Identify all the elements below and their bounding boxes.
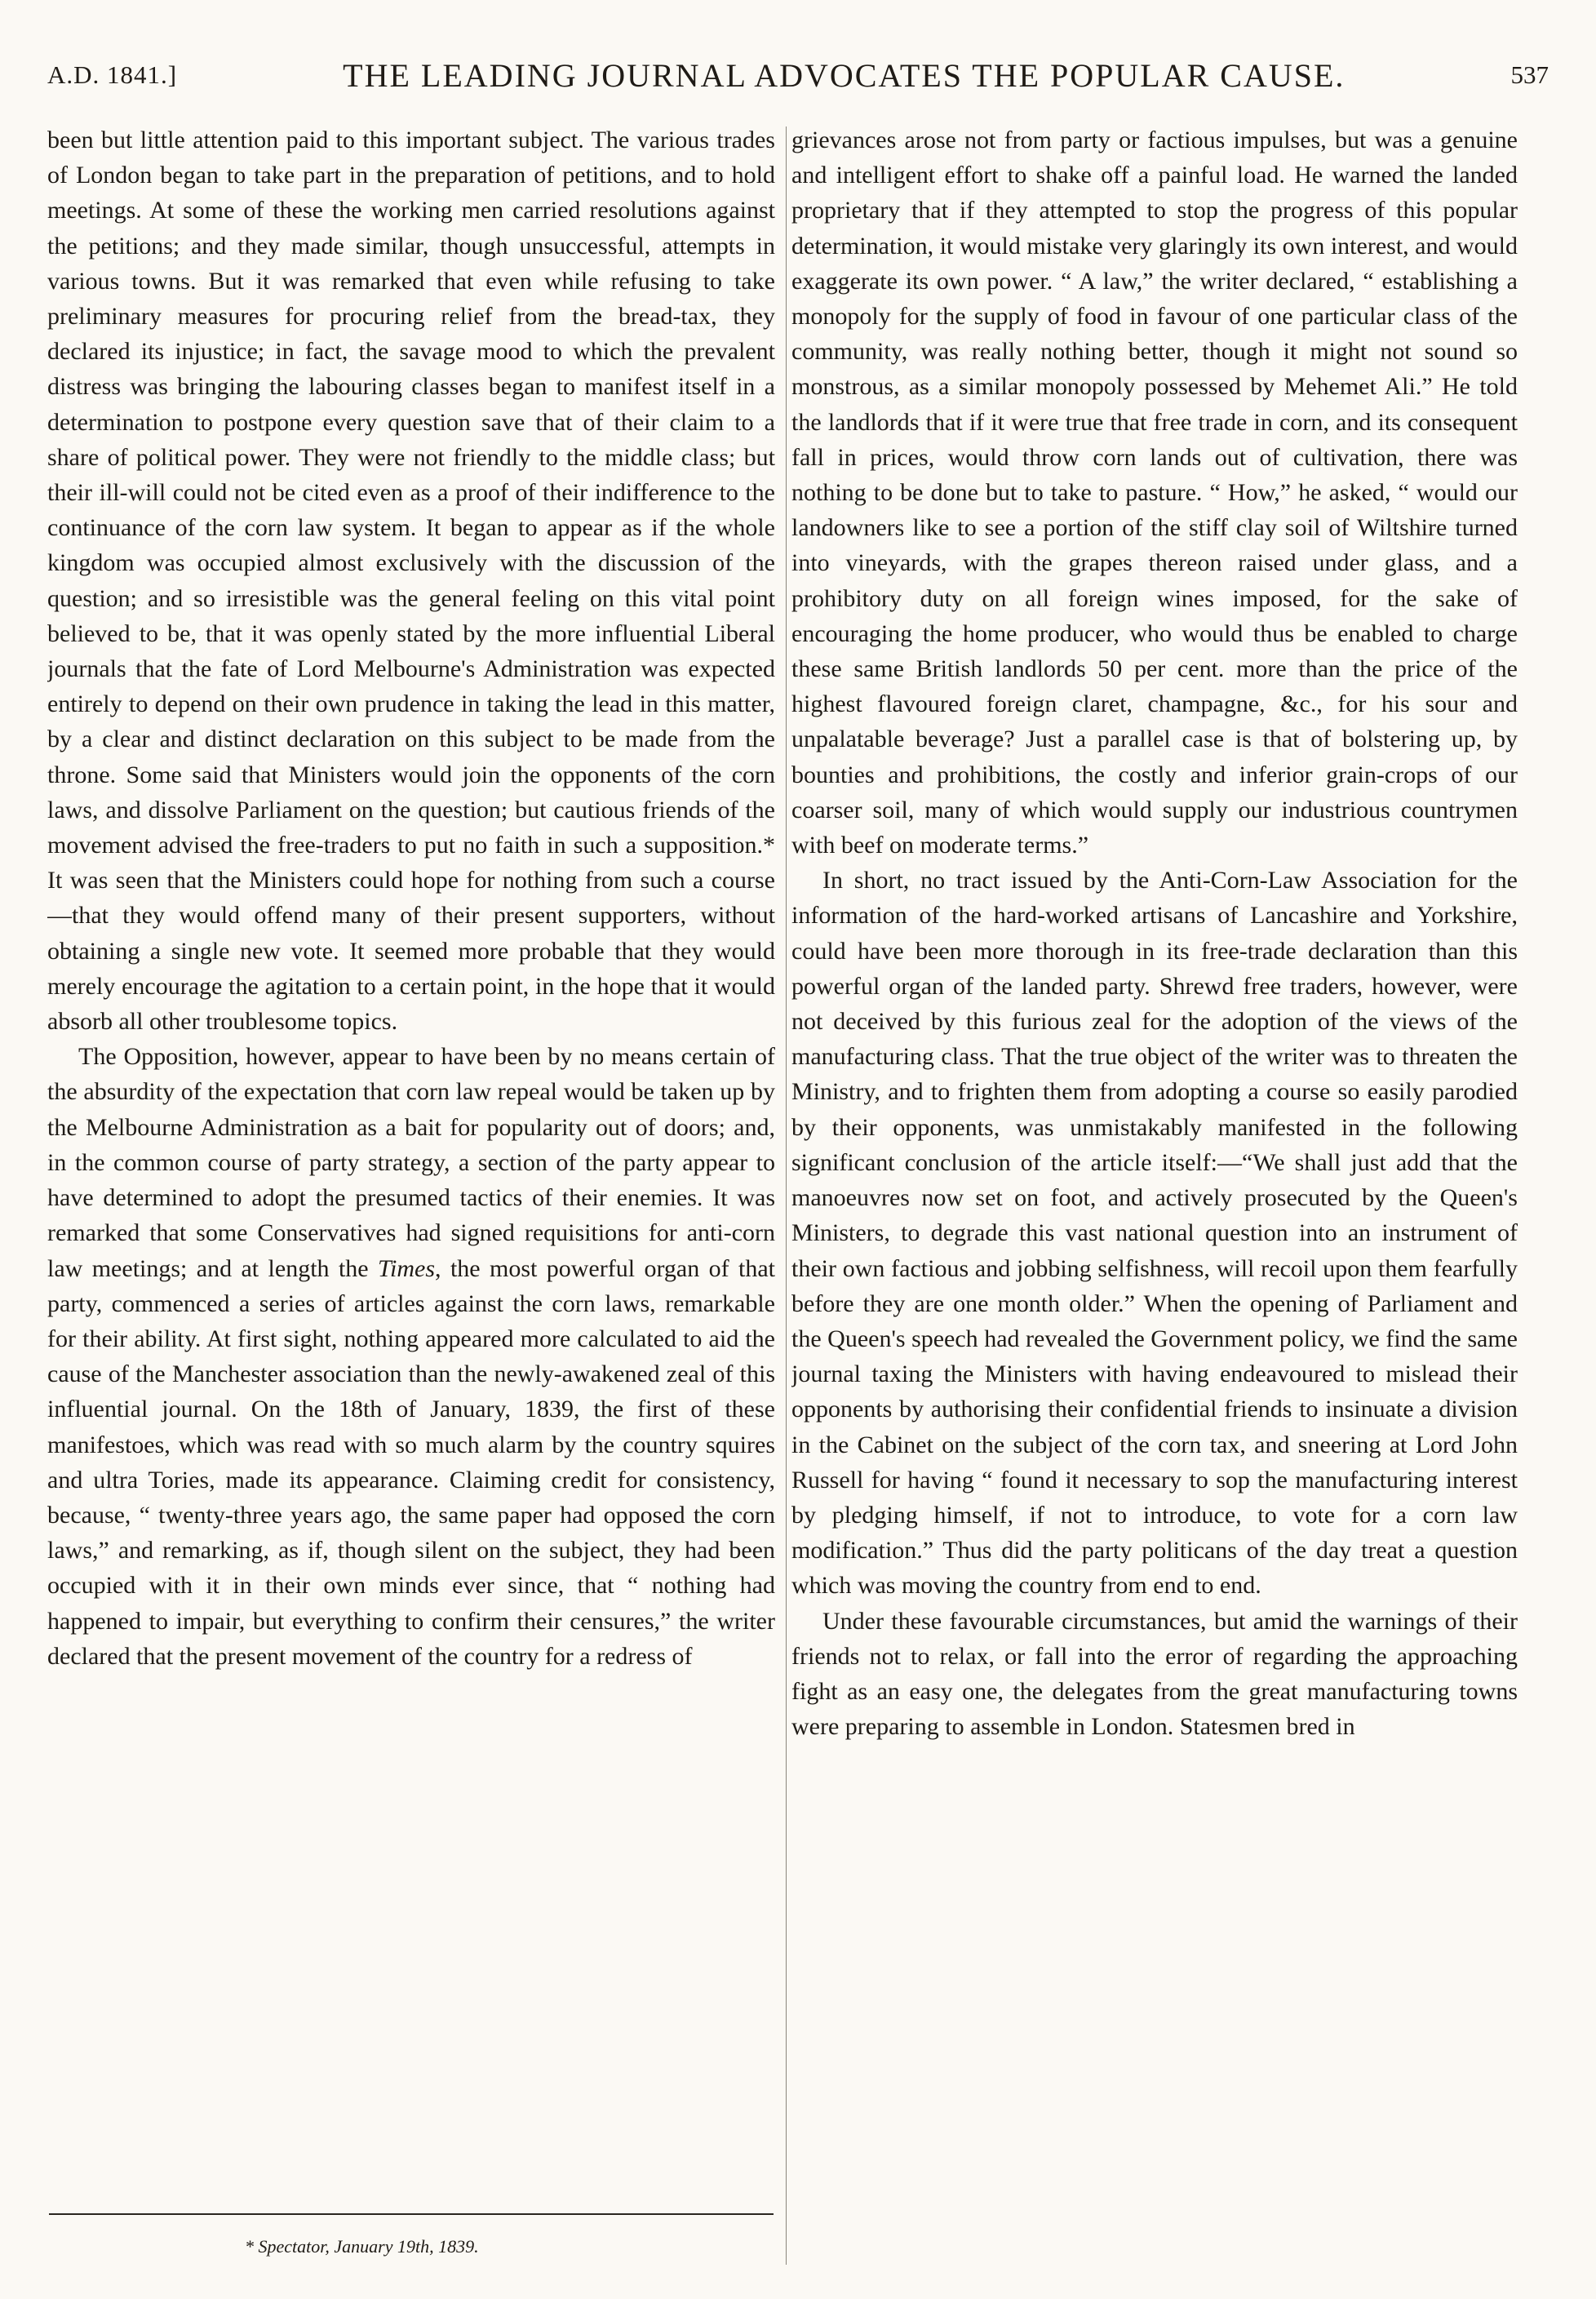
header-date: A.D. 1841.] bbox=[47, 60, 178, 89]
column-divider bbox=[786, 126, 787, 2265]
page-number: 537 bbox=[1510, 60, 1549, 89]
footnote-rule bbox=[49, 2213, 774, 2215]
header-title: THE LEADING JOURNAL ADVOCATES THE POPULAR CAUSE. bbox=[343, 56, 1346, 94]
times-italic: Times bbox=[378, 1254, 436, 1282]
text-run: The Opposition, however, appear to have been by no means certain of the absurdity of the expectation that corn law repeal would be taken up by the Melbourne Administration as a bait for popularity out of doors; and, in the common course of party strategy, a section of the party appear to have determined to adopt the presumed tactics of their enemies. It was remarked that some Conservatives had signed requisitions for anti-corn law meetings; and at length the bbox=[47, 1043, 775, 1282]
paragraph: Under these favourable circumstances, but amid the warnings of their friends not to relax, or fall into the error of regarding the approaching fight as an easy one, the delegates from the great manufacturing towns were preparing to assemble in London. Statesmen bred in bbox=[791, 1607, 1518, 1741]
running-header bbox=[47, 51, 1549, 100]
paragraph: been but little attention paid to this important subject. The various trades of London began to take part in the preparation of petitions, and to hold meetings. At some of these the working men carried resolutions against the petitions; and they made similar, though unsuccessful, attempts in various towns. But it was remarked that even while refusing to take preliminary measures for procuring relief from the bread-tax, they declared its injustice; in fact, the savage mood to which the prevalent distress was bringing the labouring classes began to manifest itself in a determination to postpone every question save that of their claim to a share of political power. They were not friendly to the middle class; but their ill-will could not be cited even as a proof of their indifference to the continuance of the corn law system. It began to appear as if the whole kingdom was occupied almost exclusively with the discussion of the question; and so irresistible was the general feeling on this vital point believed to be, that it was openly stated by the more influential Liberal journals that the fate of Lord Melbourne's Administration was expected entirely to depend on their own prudence in taking the lead in this matter, by a clear and distinct declaration on this subject to be made from the throne. Some said that Ministers would join the opponents of the corn laws, and dissolve Parliament on the question; but cautious friends of the movement advised the free-traders to put no faith in such a supposition.* It was seen that the Ministers could hope for nothing from such a course—that they would offend many of their present supporters, without obtaining a single new vote. It seemed more probable that they would merely encourage the agitation to a certain point, in the hope that it would absorb all other troublesome topics. bbox=[47, 126, 775, 1036]
paragraph: grievances arose not from party or factious impulses, but was a genuine and intelligent effort to shake off a painful load. He warned the landed proprietary that if they attempted to stop the progress of this popular determination, it would mistake very glaringly its own interest, and would exaggerate its own power. “ A law,” the writer declared, “ establishing a monopoly for the supply of food in favour of one particular class of the community, was really nothing better, though it might not sound so monstrous, as a similar monopoly possessed by Mehemet Ali.” He told the landlords that if it were true that free trade in corn, and its consequent fall in prices, would throw corn lands out of cultivation, there was nothing to be done but to take to pasture. “ How,” he asked, “ would our landowners like to see a portion of the stiff clay soil of Wiltshire turned into vineyards, with the grapes thereon raised under glass, and a prohibitory duty on all foreign wines imposed, for the sake of encouraging the home producer, who would thus be enabled to charge these same British landlords 50 per cent. more than the price of the highest flavoured foreign claret, champagne, &c., for his sour and unpalatable beverage? Just a parallel case is that of bolstering up, by bounties and prohibitions, the costly and inferior grain-crops of our coarser soil, many of which would supply our industrious countrymen with beef on moderate terms.” bbox=[791, 126, 1518, 859]
paragraph: In short, no tract issued by the Anti-Corn-Law Association for the information of the hard-worked artisans of Lancashire and Yorkshire, could have been more thorough in its free-trade declaration than this powerful organ of the landed party. Shrewd free traders, however, were not deceived by this furious zeal for the adoption of the views of the manufacturing class. That the true object of the writer was to threaten the Ministry, and to frighten them from adopting a course so easily parodied by their opponents, was unmistakably manifested in the following significant conclusion of the article itself:—“We shall just add that the manoeuvres now set on foot, and actively prosecuted by the Queen's Ministers, to degrade this vast national question into an instrument of their own factious and jobbing selfishness, will recoil upon them fearfully before they are one month older.” When the opening of Parliament and the Queen's speech had revealed the Government policy, we find the same journal taxing the Ministers with having endeavoured to mislead their opponents by authorising their confidential friends to insinuate a division in the Cabinet on the subject of the corn tax, and sneering at Lord John Russell for having “ found it necessary to sop the manufacturing interest by pledging himself, if not to introduce, to vote for a corn law modification.” Thus did the party politicans of the day treat a question which was moving the country from end to end. bbox=[791, 867, 1518, 1600]
paragraph bbox=[47, 1039, 775, 1674]
footnote: * Spectator, January 19th, 1839. bbox=[245, 2236, 479, 2257]
text-run: , the most powerful organ of that party, commenced a series of articles against the corn laws, remarkable for their ability. At first sight, nothing appeared more calculated to aid the cause of the Manchester association than the newly-awakened zeal of this influential journal. On the 18th of January, 1839, the first of these manifestoes, which was read with so much alarm by the country squires and ultra Tories, made its appearance. Claiming credit for consistency, because, “ twenty-three years ago, the same paper had opposed the corn laws,” and remarking, as if, though silent on the subject, they had been occupied with it in their own minds ever since, that “ nothing had happened to impair, but everything to confirm their censures,” the writer declared that the present movement of the country for a redress of bbox=[47, 1254, 775, 1670]
left-column bbox=[47, 122, 775, 2220]
right-column bbox=[791, 122, 1518, 2220]
